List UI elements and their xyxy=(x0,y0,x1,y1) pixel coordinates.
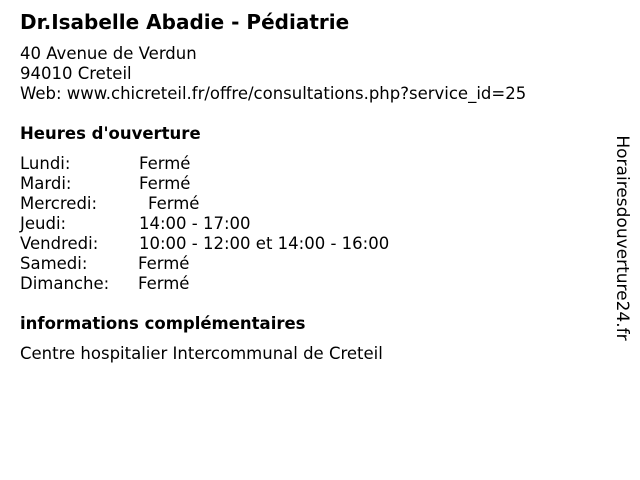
info-heading: informations complémentaires xyxy=(20,314,306,333)
hours-value: Fermé xyxy=(138,274,190,293)
day-label: Lundi: xyxy=(20,154,71,173)
address-city: 94010 Creteil xyxy=(20,64,132,83)
day-label: Mardi: xyxy=(20,174,72,193)
address-block xyxy=(20,44,526,104)
hours-value: Fermé xyxy=(138,254,190,273)
hours-value: Fermé xyxy=(139,174,191,193)
hours-row-sunday xyxy=(20,274,389,294)
day-label: Jeudi: xyxy=(20,214,67,233)
day-label: Mercredi: xyxy=(20,194,98,213)
hours-value: 10:00 - 12:00 et 14:00 - 16:00 xyxy=(139,234,390,253)
day-label: Dimanche: xyxy=(20,274,110,293)
hours-row-monday xyxy=(20,154,389,174)
day-label: Samedi: xyxy=(20,254,88,273)
page-title: Dr.Isabelle Abadie - Pédiatrie xyxy=(20,10,350,34)
info-text: Centre hospitalier Intercommunal de Creteil xyxy=(20,344,383,363)
site-watermark: Horairesdouverture24.fr xyxy=(612,135,632,341)
hours-row-saturday xyxy=(20,254,389,274)
hours-heading: Heures d'ouverture xyxy=(20,124,201,143)
hours-value: Fermé xyxy=(139,154,191,173)
hours-value: 14:00 - 17:00 xyxy=(139,214,251,233)
hours-row-wednesday xyxy=(20,194,389,214)
hours-value: Fermé xyxy=(148,194,200,213)
hours-row-thursday xyxy=(20,214,389,234)
website-link[interactable]: Web: www.chicreteil.fr/offre/consultations.php?service_id=25 xyxy=(20,84,527,103)
hours-row-tuesday xyxy=(20,174,389,194)
opening-hours-list xyxy=(20,154,389,294)
day-label: Vendredi: xyxy=(20,234,99,253)
hours-row-friday xyxy=(20,234,389,254)
address-street: 40 Avenue de Verdun xyxy=(20,44,197,63)
